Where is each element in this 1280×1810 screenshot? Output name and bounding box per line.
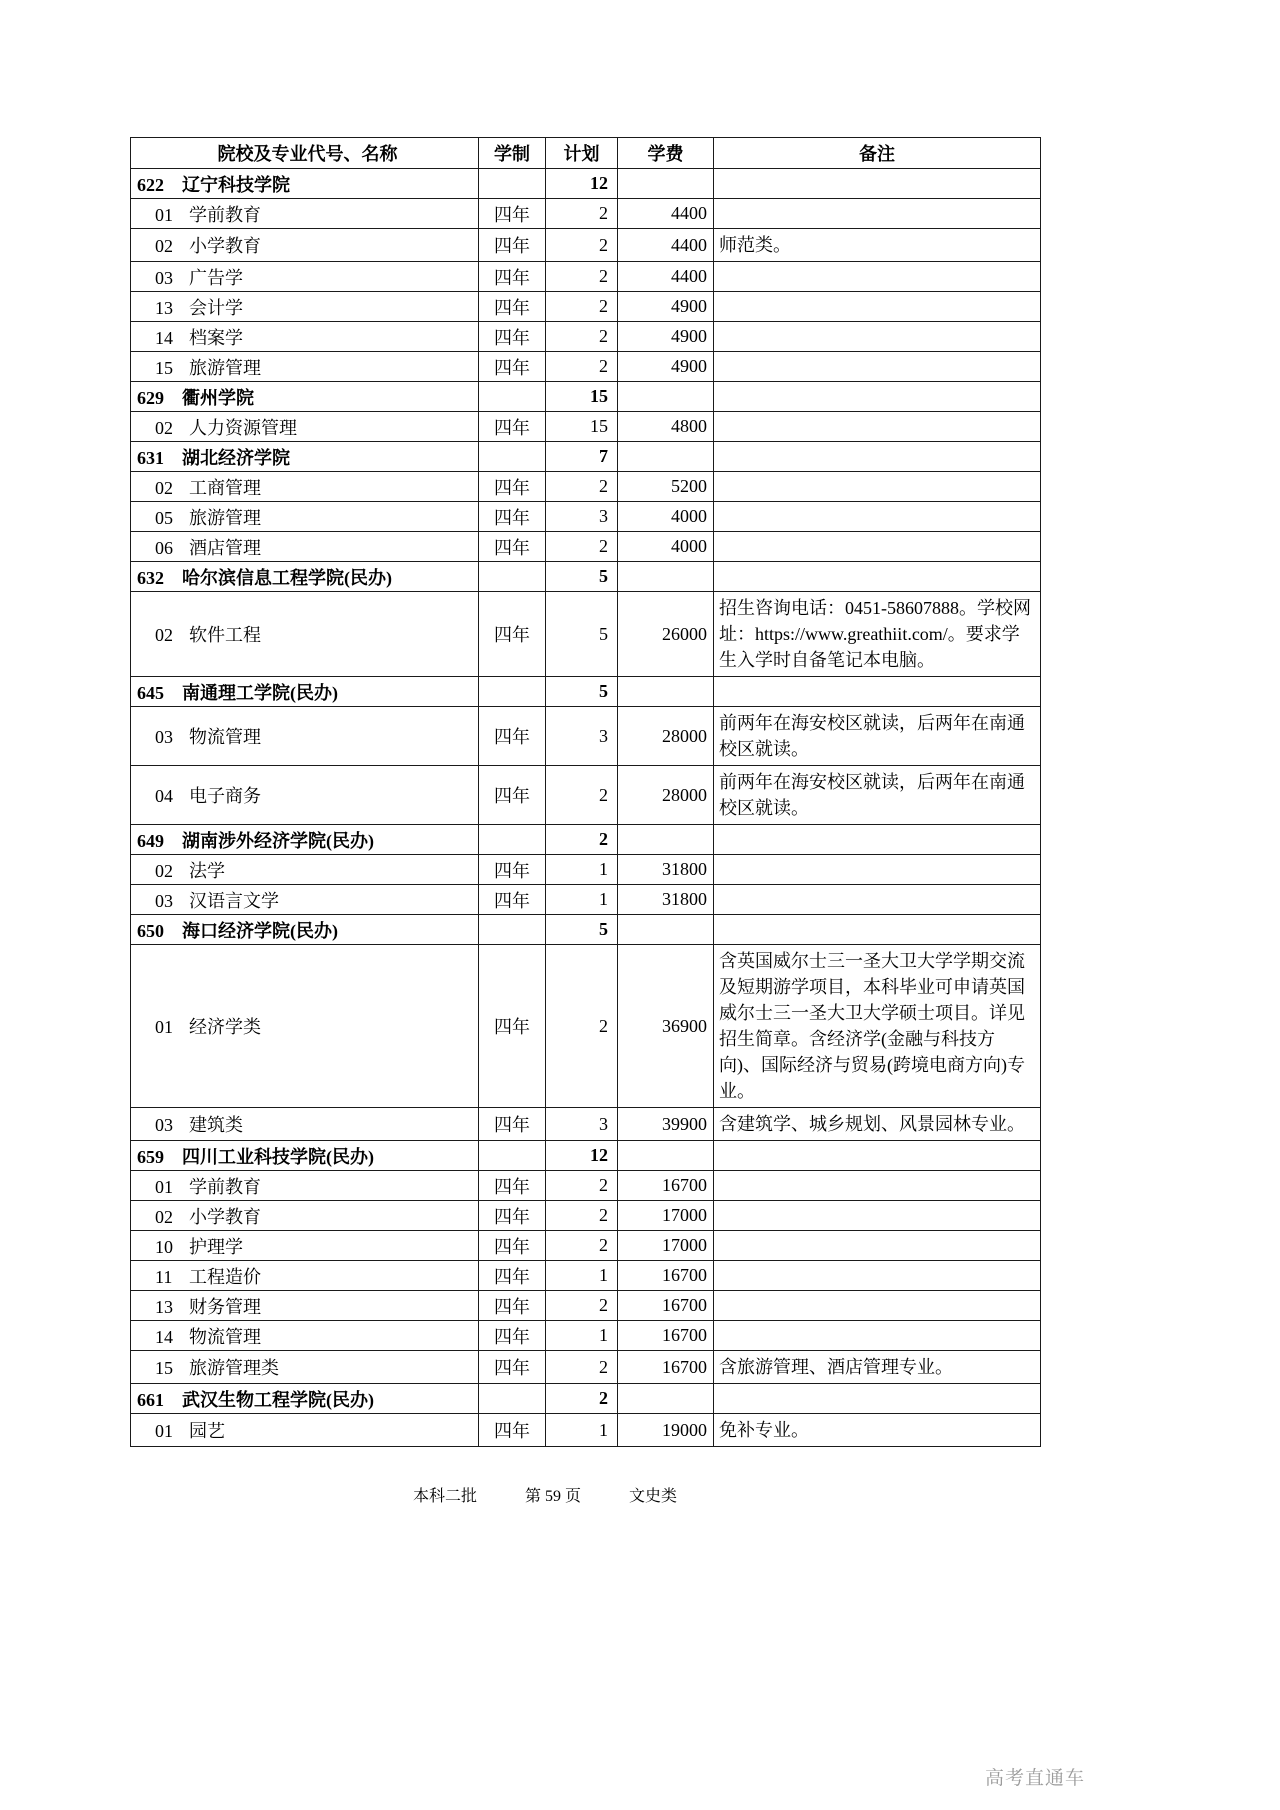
major-row bbox=[131, 1231, 1041, 1261]
cell-note bbox=[714, 442, 1041, 472]
cell-years bbox=[479, 169, 546, 199]
major-row bbox=[131, 472, 1041, 502]
major-name: 学前教育 bbox=[189, 1176, 261, 1197]
cell-code-name bbox=[131, 502, 479, 532]
cell-plan: 15 bbox=[546, 382, 618, 412]
cell-note: 前两年在海安校区就读，后两年在南通校区就读。 bbox=[714, 707, 1041, 766]
school-name: 武汉生物工程学院(民办) bbox=[182, 1389, 374, 1410]
cell-note bbox=[714, 825, 1041, 855]
school-name: 南通理工学院(民办) bbox=[182, 682, 338, 703]
cell-plan: 2 bbox=[546, 199, 618, 229]
cell-code-name bbox=[131, 1261, 479, 1291]
cell-fee bbox=[618, 915, 714, 945]
cell-fee: 16700 bbox=[618, 1351, 714, 1384]
cell-plan: 2 bbox=[546, 262, 618, 292]
cell-plan: 2 bbox=[546, 945, 618, 1108]
cell-code-name bbox=[131, 1291, 479, 1321]
cell-plan: 2 bbox=[546, 1231, 618, 1261]
cell-code-name bbox=[131, 1231, 479, 1261]
cell-fee: 16700 bbox=[618, 1261, 714, 1291]
cell-note bbox=[714, 885, 1041, 915]
school-code: 645 bbox=[137, 682, 164, 703]
cell-note: 含英国威尔士三一圣大卫大学学期交流及短期游学项目，本科毕业可申请英国威尔士三一圣大卫大学硕士项目。详见招生简章。含经济学(金融与科技方向)、国际经济与贸易(跨境电商方向)专业。 bbox=[714, 945, 1041, 1108]
major-name: 园艺 bbox=[189, 1421, 225, 1441]
school-name: 衢州学院 bbox=[182, 387, 254, 408]
cell-plan: 7 bbox=[546, 442, 618, 472]
cell-years: 四年 bbox=[479, 352, 546, 382]
header-plan: 计划 bbox=[546, 138, 618, 169]
cell-years: 四年 bbox=[479, 229, 546, 262]
cell-plan: 1 bbox=[546, 1261, 618, 1291]
cell-note: 前两年在海安校区就读，后两年在南通校区就读。 bbox=[714, 766, 1041, 825]
cell-years: 四年 bbox=[479, 1261, 546, 1291]
major-code: 01 bbox=[155, 1176, 173, 1197]
cell-years bbox=[479, 825, 546, 855]
cell-plan: 12 bbox=[546, 1141, 618, 1171]
cell-years: 四年 bbox=[479, 855, 546, 885]
school-row bbox=[131, 169, 1041, 199]
cell-code-name bbox=[131, 229, 479, 262]
cell-note bbox=[714, 562, 1041, 592]
cell-note bbox=[714, 532, 1041, 562]
school-name: 湖南涉外经济学院(民办) bbox=[182, 830, 374, 851]
major-row bbox=[131, 229, 1041, 262]
header-fee: 学费 bbox=[618, 138, 714, 169]
cell-years bbox=[479, 1384, 546, 1414]
major-name: 旅游管理 bbox=[189, 357, 261, 378]
cell-code-name bbox=[131, 915, 479, 945]
cell-years: 四年 bbox=[479, 766, 546, 825]
major-name: 学前教育 bbox=[189, 204, 261, 225]
cell-code-name bbox=[131, 412, 479, 442]
cell-plan: 1 bbox=[546, 855, 618, 885]
major-name: 酒店管理 bbox=[189, 537, 261, 558]
cell-fee: 26000 bbox=[618, 592, 714, 677]
cell-years: 四年 bbox=[479, 945, 546, 1108]
major-name: 小学教育 bbox=[189, 236, 261, 256]
cell-note bbox=[714, 169, 1041, 199]
cell-years bbox=[479, 442, 546, 472]
major-row bbox=[131, 412, 1041, 442]
major-name: 建筑类 bbox=[189, 1115, 243, 1135]
cell-code-name bbox=[131, 825, 479, 855]
cell-note bbox=[714, 1384, 1041, 1414]
major-name: 人力资源管理 bbox=[189, 417, 297, 438]
cell-code-name bbox=[131, 1384, 479, 1414]
cell-code-name bbox=[131, 472, 479, 502]
footer-page-number: 第 59 页 bbox=[524, 1488, 581, 1505]
cell-note: 含旅游管理、酒店管理专业。 bbox=[714, 1351, 1041, 1384]
cell-fee bbox=[618, 562, 714, 592]
major-code: 14 bbox=[155, 1326, 173, 1347]
major-row bbox=[131, 322, 1041, 352]
cell-code-name bbox=[131, 532, 479, 562]
cell-code-name bbox=[131, 1201, 479, 1231]
footer-batch: 本科二批 bbox=[412, 1488, 477, 1505]
major-code: 13 bbox=[155, 1296, 173, 1317]
major-name: 档案学 bbox=[189, 327, 243, 348]
cell-years: 四年 bbox=[479, 199, 546, 229]
page-footer bbox=[130, 1483, 960, 1506]
cell-note bbox=[714, 1291, 1041, 1321]
cell-fee bbox=[618, 442, 714, 472]
cell-note bbox=[714, 262, 1041, 292]
cell-plan: 2 bbox=[546, 472, 618, 502]
cell-code-name bbox=[131, 199, 479, 229]
cell-code-name bbox=[131, 1171, 479, 1201]
major-code: 11 bbox=[155, 1266, 173, 1287]
major-row bbox=[131, 1171, 1041, 1201]
cell-fee: 28000 bbox=[618, 707, 714, 766]
school-name: 海口经济学院(民办) bbox=[182, 920, 338, 941]
cell-fee bbox=[618, 382, 714, 412]
table-body bbox=[131, 169, 1041, 1447]
cell-note bbox=[714, 1171, 1041, 1201]
major-code: 01 bbox=[155, 1421, 173, 1441]
cell-fee bbox=[618, 1141, 714, 1171]
cell-fee: 17000 bbox=[618, 1231, 714, 1261]
cell-fee: 4400 bbox=[618, 262, 714, 292]
major-code: 02 bbox=[155, 1206, 173, 1227]
major-row bbox=[131, 262, 1041, 292]
cell-note bbox=[714, 382, 1041, 412]
cell-plan: 1 bbox=[546, 1321, 618, 1351]
cell-note: 师范类。 bbox=[714, 229, 1041, 262]
cell-code-name bbox=[131, 885, 479, 915]
cell-plan: 12 bbox=[546, 169, 618, 199]
major-name: 软件工程 bbox=[189, 625, 261, 645]
cell-plan: 2 bbox=[546, 766, 618, 825]
cell-fee: 16700 bbox=[618, 1321, 714, 1351]
cell-fee: 19000 bbox=[618, 1414, 714, 1447]
cell-note: 免补专业。 bbox=[714, 1414, 1041, 1447]
major-code: 03 bbox=[155, 890, 173, 911]
cell-years: 四年 bbox=[479, 262, 546, 292]
cell-plan: 2 bbox=[546, 532, 618, 562]
major-code: 01 bbox=[155, 1017, 173, 1037]
cell-years: 四年 bbox=[479, 592, 546, 677]
cell-code-name bbox=[131, 442, 479, 472]
cell-years: 四年 bbox=[479, 1108, 546, 1141]
cell-note: 含建筑学、城乡规划、风景园林专业。 bbox=[714, 1108, 1041, 1141]
cell-plan: 2 bbox=[546, 1351, 618, 1384]
header-note: 备注 bbox=[714, 138, 1041, 169]
cell-plan: 5 bbox=[546, 592, 618, 677]
school-code: 659 bbox=[137, 1146, 164, 1167]
cell-fee bbox=[618, 169, 714, 199]
cell-years bbox=[479, 562, 546, 592]
header-years: 学制 bbox=[479, 138, 546, 169]
cell-code-name bbox=[131, 562, 479, 592]
cell-years: 四年 bbox=[479, 1414, 546, 1447]
cell-code-name bbox=[131, 945, 479, 1108]
cell-fee bbox=[618, 825, 714, 855]
major-code: 04 bbox=[155, 786, 173, 806]
major-row bbox=[131, 1291, 1041, 1321]
major-name: 工程造价 bbox=[189, 1266, 261, 1287]
school-code: 631 bbox=[137, 447, 164, 468]
cell-years bbox=[479, 677, 546, 707]
cell-fee: 4000 bbox=[618, 532, 714, 562]
cell-plan: 2 bbox=[546, 1291, 618, 1321]
cell-code-name bbox=[131, 382, 479, 412]
major-code: 15 bbox=[155, 357, 173, 378]
major-row bbox=[131, 1351, 1041, 1384]
major-name: 护理学 bbox=[189, 1236, 243, 1257]
cell-years: 四年 bbox=[479, 322, 546, 352]
cell-plan: 15 bbox=[546, 412, 618, 442]
major-row bbox=[131, 707, 1041, 766]
major-name: 电子商务 bbox=[189, 786, 261, 806]
cell-fee: 28000 bbox=[618, 766, 714, 825]
school-code: 629 bbox=[137, 387, 164, 408]
school-row bbox=[131, 382, 1041, 412]
school-code: 661 bbox=[137, 1389, 164, 1410]
cell-plan: 3 bbox=[546, 502, 618, 532]
major-row bbox=[131, 945, 1041, 1108]
school-code: 632 bbox=[137, 567, 164, 588]
cell-years bbox=[479, 382, 546, 412]
cell-fee: 5200 bbox=[618, 472, 714, 502]
major-code: 02 bbox=[155, 417, 173, 438]
major-code: 15 bbox=[155, 1358, 173, 1378]
cell-fee: 17000 bbox=[618, 1201, 714, 1231]
cell-plan: 1 bbox=[546, 1414, 618, 1447]
cell-note bbox=[714, 292, 1041, 322]
cell-plan: 2 bbox=[546, 292, 618, 322]
major-name: 财务管理 bbox=[189, 1296, 261, 1317]
school-row bbox=[131, 825, 1041, 855]
cell-fee: 39900 bbox=[618, 1108, 714, 1141]
major-name: 法学 bbox=[189, 860, 225, 881]
school-name: 湖北经济学院 bbox=[182, 447, 290, 468]
major-code: 13 bbox=[155, 297, 173, 318]
cell-years: 四年 bbox=[479, 885, 546, 915]
major-code: 02 bbox=[155, 477, 173, 498]
major-row bbox=[131, 766, 1041, 825]
major-row bbox=[131, 1108, 1041, 1141]
cell-fee: 31800 bbox=[618, 885, 714, 915]
cell-fee: 16700 bbox=[618, 1171, 714, 1201]
watermark: 高考直通车 bbox=[985, 1768, 1086, 1789]
major-code: 10 bbox=[155, 1236, 173, 1257]
major-code: 05 bbox=[155, 507, 173, 528]
cell-years: 四年 bbox=[479, 472, 546, 502]
cell-code-name bbox=[131, 677, 479, 707]
school-row bbox=[131, 677, 1041, 707]
cell-note bbox=[714, 472, 1041, 502]
cell-fee: 4800 bbox=[618, 412, 714, 442]
cell-plan: 2 bbox=[546, 1171, 618, 1201]
cell-plan: 2 bbox=[546, 322, 618, 352]
cell-plan: 5 bbox=[546, 915, 618, 945]
cell-code-name bbox=[131, 1414, 479, 1447]
cell-fee: 4900 bbox=[618, 322, 714, 352]
major-code: 02 bbox=[155, 860, 173, 881]
cell-plan: 2 bbox=[546, 229, 618, 262]
major-code: 14 bbox=[155, 327, 173, 348]
major-name: 汉语言文学 bbox=[189, 890, 279, 911]
cell-note bbox=[714, 502, 1041, 532]
school-row bbox=[131, 442, 1041, 472]
cell-code-name bbox=[131, 352, 479, 382]
major-code: 03 bbox=[155, 267, 173, 288]
cell-code-name bbox=[131, 1108, 479, 1141]
cell-note bbox=[714, 855, 1041, 885]
cell-note bbox=[714, 322, 1041, 352]
major-name: 旅游管理类 bbox=[189, 1358, 279, 1378]
header-code-name: 院校及专业代号、名称 bbox=[131, 138, 479, 169]
cell-years: 四年 bbox=[479, 707, 546, 766]
cell-fee: 16700 bbox=[618, 1291, 714, 1321]
header-row bbox=[131, 138, 1041, 169]
cell-fee: 4400 bbox=[618, 199, 714, 229]
cell-note bbox=[714, 412, 1041, 442]
major-row bbox=[131, 352, 1041, 382]
major-row bbox=[131, 502, 1041, 532]
school-row bbox=[131, 1141, 1041, 1171]
school-code: 649 bbox=[137, 830, 164, 851]
school-code: 622 bbox=[137, 174, 164, 195]
major-name: 工商管理 bbox=[189, 477, 261, 498]
cell-fee: 36900 bbox=[618, 945, 714, 1108]
major-code: 02 bbox=[155, 625, 173, 645]
cell-fee: 4900 bbox=[618, 292, 714, 322]
school-row bbox=[131, 915, 1041, 945]
cell-plan: 3 bbox=[546, 707, 618, 766]
major-row bbox=[131, 1321, 1041, 1351]
cell-note bbox=[714, 1321, 1041, 1351]
major-row bbox=[131, 532, 1041, 562]
school-row bbox=[131, 1384, 1041, 1414]
cell-plan: 2 bbox=[546, 352, 618, 382]
cell-plan: 3 bbox=[546, 1108, 618, 1141]
cell-plan: 2 bbox=[546, 1384, 618, 1414]
cell-note bbox=[714, 1141, 1041, 1171]
cell-code-name bbox=[131, 592, 479, 677]
cell-fee: 4000 bbox=[618, 502, 714, 532]
major-name: 小学教育 bbox=[189, 1206, 261, 1227]
cell-years: 四年 bbox=[479, 502, 546, 532]
cell-note bbox=[714, 1231, 1041, 1261]
major-name: 旅游管理 bbox=[189, 507, 261, 528]
admissions-table bbox=[130, 137, 1041, 1447]
cell-plan: 5 bbox=[546, 677, 618, 707]
major-code: 03 bbox=[155, 1115, 173, 1135]
major-row bbox=[131, 1201, 1041, 1231]
major-name: 经济学类 bbox=[189, 1017, 261, 1037]
cell-code-name bbox=[131, 855, 479, 885]
cell-code-name bbox=[131, 766, 479, 825]
cell-years: 四年 bbox=[479, 1321, 546, 1351]
cell-code-name bbox=[131, 707, 479, 766]
school-name: 四川工业科技学院(民办) bbox=[182, 1146, 374, 1167]
major-row bbox=[131, 1414, 1041, 1447]
major-code: 01 bbox=[155, 204, 173, 225]
school-name: 哈尔滨信息工程学院(民办) bbox=[182, 567, 392, 588]
cell-code-name bbox=[131, 262, 479, 292]
cell-code-name bbox=[131, 292, 479, 322]
cell-fee bbox=[618, 677, 714, 707]
major-code: 02 bbox=[155, 236, 173, 256]
major-row bbox=[131, 855, 1041, 885]
major-row bbox=[131, 292, 1041, 322]
cell-note bbox=[714, 199, 1041, 229]
cell-note bbox=[714, 1201, 1041, 1231]
cell-plan: 1 bbox=[546, 885, 618, 915]
cell-note bbox=[714, 915, 1041, 945]
cell-code-name bbox=[131, 169, 479, 199]
cell-fee: 4400 bbox=[618, 229, 714, 262]
cell-note bbox=[714, 1261, 1041, 1291]
major-row bbox=[131, 885, 1041, 915]
major-name: 物流管理 bbox=[189, 1326, 261, 1347]
footer-category: 文史类 bbox=[629, 1488, 678, 1505]
cell-fee bbox=[618, 1384, 714, 1414]
cell-plan: 2 bbox=[546, 825, 618, 855]
cell-fee: 4900 bbox=[618, 352, 714, 382]
major-name: 物流管理 bbox=[189, 727, 261, 747]
cell-years: 四年 bbox=[479, 532, 546, 562]
major-row bbox=[131, 199, 1041, 229]
cell-note bbox=[714, 352, 1041, 382]
cell-years: 四年 bbox=[479, 1291, 546, 1321]
school-row bbox=[131, 562, 1041, 592]
major-name: 广告学 bbox=[189, 267, 243, 288]
cell-code-name bbox=[131, 322, 479, 352]
school-code: 650 bbox=[137, 920, 164, 941]
cell-years: 四年 bbox=[479, 1171, 546, 1201]
cell-code-name bbox=[131, 1141, 479, 1171]
cell-note: 招生咨询电话：0451-58607888。学校网址：https://www.greathiit.com/。要求学生入学时自备笔记本电脑。 bbox=[714, 592, 1041, 677]
cell-years: 四年 bbox=[479, 412, 546, 442]
cell-years: 四年 bbox=[479, 1231, 546, 1261]
major-row bbox=[131, 1261, 1041, 1291]
cell-code-name bbox=[131, 1321, 479, 1351]
cell-plan: 2 bbox=[546, 1201, 618, 1231]
major-code: 06 bbox=[155, 537, 173, 558]
cell-years bbox=[479, 915, 546, 945]
major-name: 会计学 bbox=[189, 297, 243, 318]
cell-years bbox=[479, 1141, 546, 1171]
cell-plan: 5 bbox=[546, 562, 618, 592]
cell-note bbox=[714, 677, 1041, 707]
cell-years: 四年 bbox=[479, 1201, 546, 1231]
cell-fee: 31800 bbox=[618, 855, 714, 885]
school-name: 辽宁科技学院 bbox=[182, 174, 290, 195]
major-row bbox=[131, 592, 1041, 677]
cell-years: 四年 bbox=[479, 292, 546, 322]
cell-code-name bbox=[131, 1351, 479, 1384]
cell-years: 四年 bbox=[479, 1351, 546, 1384]
major-code: 03 bbox=[155, 727, 173, 747]
